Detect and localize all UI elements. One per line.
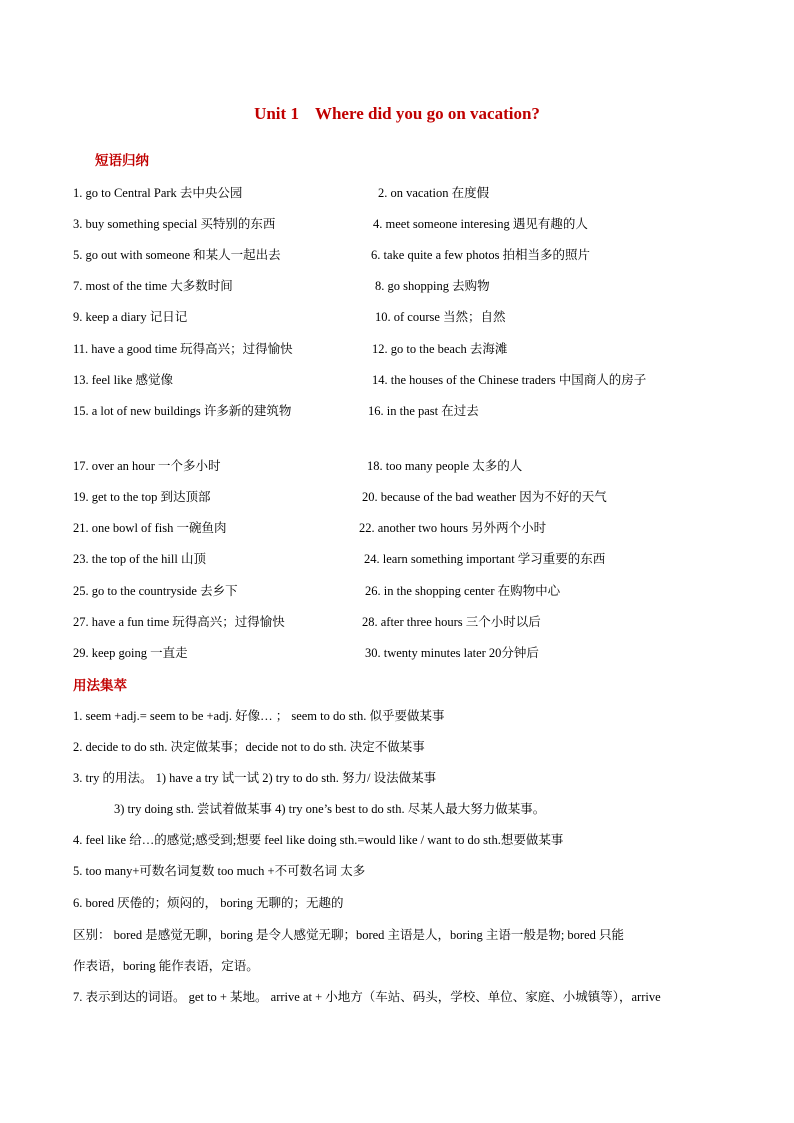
usage-line: 作表语，boring 能作表语，定语。 [73, 959, 259, 973]
phrase-item: 11. have a good time 玩得高兴；过得愉快 [73, 342, 293, 356]
title-unit: Unit 1 [254, 104, 299, 123]
phrase-item: 6. take quite a few photos 拍相当多的照片 [371, 248, 591, 262]
phrase-item: 21. one bowl of fish 一碗鱼肉 [73, 521, 227, 535]
phrase-row [0, 581, 794, 601]
page-title [0, 104, 794, 124]
phrase-item: 30. twenty minutes later 20分钟后 [365, 646, 539, 660]
phrase-item: 14. the houses of the Chinese traders 中国商人的房子 [372, 373, 647, 387]
phrase-row [0, 487, 794, 507]
usage-line: 7. 表示到达的词语。 get to + 某地。 arrive at + 小地方（车站、码头，学校、单位、家庭、小城镇等），arrive [73, 990, 661, 1004]
usage-line: 6. bored 厌倦的；烦闷的， boring 无聊的；无趣的 [73, 896, 344, 910]
phrase-item: 9. keep a diary 记日记 [73, 310, 188, 324]
usage-line: 3) try doing sth. 尝试着做某事 4) try one’s best to do sth. 尽某人最大努力做某事。 [114, 802, 546, 816]
phrase-row [0, 276, 794, 296]
phrase-row [0, 245, 794, 265]
phrase-item: 24. learn something important 学习重要的东西 [364, 552, 606, 566]
phrase-item: 13. feel like 感觉像 [73, 373, 173, 387]
usage-line: 5. too many+可数名词复数 too much +不可数名词 太多 [73, 864, 366, 878]
phrase-item: 26. in the shopping center 在购物中心 [365, 584, 561, 598]
phrase-item: 16. in the past 在过去 [368, 404, 479, 418]
phrase-item: 20. because of the bad weather 因为不好的天气 [362, 490, 607, 504]
phrase-row [0, 549, 794, 569]
phrase-item: 8. go shopping 去购物 [375, 279, 490, 293]
phrase-row [0, 307, 794, 327]
phrase-item: 5. go out with someone 和某人一起出去 [73, 248, 281, 262]
phrase-row [0, 214, 794, 234]
phrase-item: 28. after three hours 三个小时以后 [362, 615, 541, 629]
usage-line: 1. seem +adj.= seem to be +adj. 好像… ； seem to do sth. 似乎要做某事 [73, 709, 445, 723]
phrase-row [0, 643, 794, 663]
phrase-row [0, 456, 794, 476]
usage-line: 4. feel like 给…的感觉;感受到;想要 feel like doing sth.=would like / want to do sth.想要做某事 [73, 833, 564, 847]
phrase-item: 29. keep going 一直走 [73, 646, 188, 660]
usage-line: 2. decide to do sth. 决定做某事；decide not to do sth. 决定不做某事 [73, 740, 425, 754]
phrase-item: 2. on vacation 在度假 [378, 186, 490, 200]
section-heading-phrases: 短语归纳 [95, 153, 149, 169]
phrase-row [0, 401, 794, 421]
phrase-item: 1. go to Central Park 去中央公园 [73, 186, 243, 200]
phrase-item: 4. meet someone interesing 遇见有趣的人 [373, 217, 588, 231]
phrase-item: 10. of course 当然；自然 [375, 310, 506, 324]
phrase-item: 15. a lot of new buildings 许多新的建筑物 [73, 404, 292, 418]
phrase-item: 19. get to the top 到达顶部 [73, 490, 211, 504]
phrase-item: 22. another two hours 另外两个小时 [359, 521, 547, 535]
phrase-item: 7. most of the time 大多数时间 [73, 279, 233, 293]
phrase-item: 12. go to the beach 去海滩 [372, 342, 508, 356]
section-heading-usage: 用法集萃 [73, 678, 127, 694]
phrase-item: 17. over an hour 一个多小时 [73, 459, 221, 473]
phrase-item: 3. buy something special 买特别的东西 [73, 217, 276, 231]
phrase-item: 18. too many people 太多的人 [367, 459, 523, 473]
usage-line: 3. try 的用法。 1) have a try 试一试 2) try to do sth. 努力/ 设法做某事 [73, 771, 437, 785]
phrase-row [0, 612, 794, 632]
phrase-item: 27. have a fun time 玩得高兴；过得愉快 [73, 615, 285, 629]
title-main: Where did you go on vacation? [314, 104, 540, 123]
phrase-row [0, 518, 794, 538]
phrase-item: 25. go to the countryside 去乡下 [73, 584, 238, 598]
phrase-row [0, 183, 794, 203]
usage-line: 区别： bored 是感觉无聊，boring 是令人感觉无聊；bored 主语是人，boring 主语一般是物; bored 只能 [73, 928, 625, 942]
phrase-row [0, 339, 794, 359]
phrase-row [0, 370, 794, 390]
phrase-item: 23. the top of the hill 山顶 [73, 552, 206, 566]
